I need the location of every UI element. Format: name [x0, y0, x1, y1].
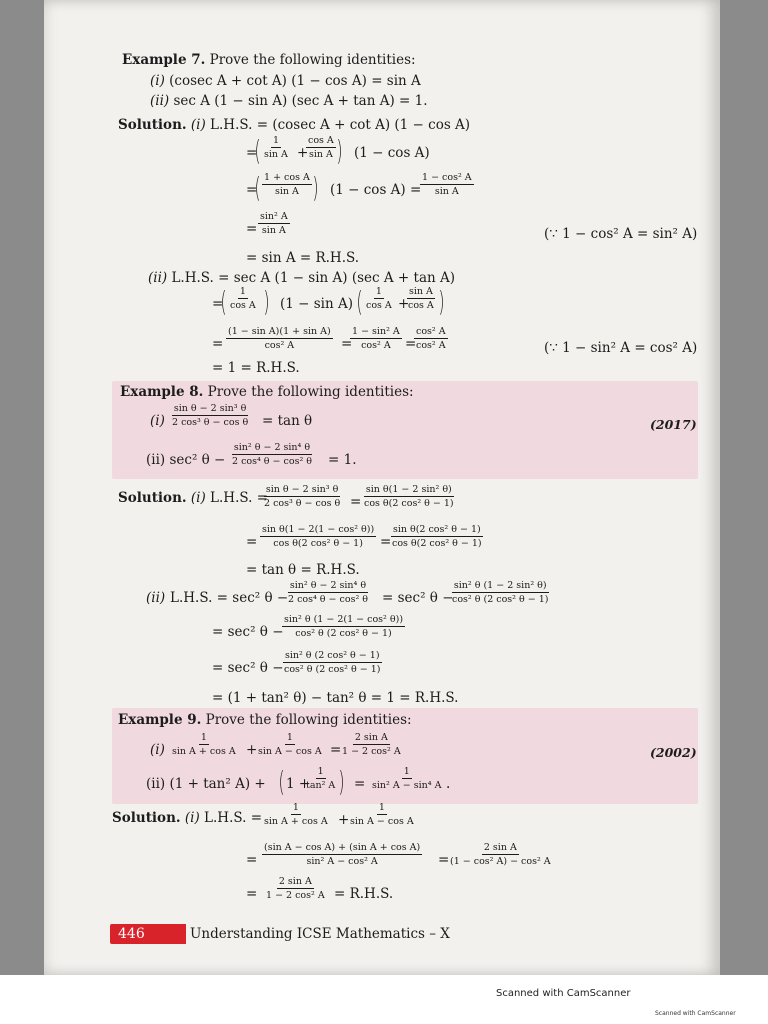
fraction: 1 cos A: [230, 286, 256, 311]
equals-sign: =: [246, 886, 258, 902]
equals-sign: =: [350, 494, 362, 510]
part-label: (i): [150, 413, 165, 429]
solution-8-line-3: = tan θ = R.H.S.: [246, 562, 360, 578]
solution-8-line-7: = (1 + tan² θ) − tan² θ = 1 = R.H.S.: [212, 690, 459, 706]
fraction: (sin A − cos A) + (sin A + cos A) sin² A − cos² A: [264, 842, 421, 867]
scanner-watermark: Scanned with CamScanner: [496, 988, 631, 999]
example-7-heading: Example 7. Prove the following identities:: [122, 52, 416, 68]
fraction: sin θ(1 − 2(1 − cos² θ)) cos θ(2 cos² θ − 1): [262, 524, 375, 549]
result-text: = 1.: [328, 452, 357, 468]
fraction: sin² θ (1 − 2 sin² θ) cos² θ (2 cos² θ − 1): [452, 580, 549, 605]
bracket-text: 1 +: [286, 776, 311, 792]
equals-sign: =: [330, 742, 342, 758]
fraction: sin A cos A: [408, 286, 434, 311]
part-label: (ii) sec² θ −: [146, 452, 226, 468]
equals-sign: =: [246, 852, 258, 868]
part-label: (ii): [146, 590, 166, 606]
equals-sign: =: [246, 534, 258, 550]
factor-text: (1 − sin A): [280, 296, 353, 312]
plus-sign: +: [246, 742, 258, 758]
fraction: 1 sin A − cos A: [258, 732, 322, 757]
exam-year-tag: (2017): [650, 417, 697, 432]
right-paren: ): [438, 285, 445, 318]
fraction: 1 sin² A − sin⁴ A: [372, 766, 442, 791]
mid-text: = sec² θ −: [212, 660, 284, 676]
solution-7-part-ii: (ii) L.H.S. = sec A (1 − sin A) (sec A + tan A): [148, 270, 455, 286]
right-paren: ): [338, 765, 345, 798]
fraction: 2 sin A 1 − 2 cos² A: [266, 876, 325, 901]
example-8-heading: Example 8. Prove the following identities:: [120, 384, 414, 400]
right-paren: ): [312, 171, 319, 204]
right-paren: ): [263, 285, 270, 318]
example-7-part-i: (i) (cosec A + cot A) (1 − cos A) = sin A: [150, 73, 421, 89]
equals-sign: =: [354, 776, 366, 792]
solution-8-line-1: Solution. (i) L.H.S. =: [118, 490, 269, 506]
left-paren: (: [254, 134, 261, 167]
plus-sign: +: [297, 145, 309, 161]
equals-sign: =: [246, 145, 258, 161]
equals-sign: =: [438, 852, 450, 868]
equals-sign: =: [212, 296, 224, 312]
fraction: sin θ(1 − 2 sin² θ) cos θ(2 cos² θ − 1): [364, 484, 454, 509]
lhs-text: L.H.S. = sec² θ −: [170, 590, 289, 606]
fraction: 1 sin A: [264, 135, 288, 160]
fraction: 1 tan² A: [306, 766, 336, 791]
solution-7-line-1: Solution. (i) L.H.S. = (cosec A + cot A) (1 − cos A): [118, 117, 471, 133]
fraction: sin θ − 2 sin³ θ 2 cos³ θ − cos θ: [264, 484, 341, 509]
left-paren: (: [220, 285, 227, 318]
fraction: cos A sin A: [308, 135, 334, 160]
fraction: sin² θ (2 cos² θ − 1) cos² θ (2 cos² θ − 1): [284, 650, 381, 675]
left-paren: (: [278, 765, 285, 798]
fraction: 1 + cos A sin A: [264, 172, 310, 197]
mid-text: = sec² θ −: [212, 624, 284, 640]
example-9-heading: Example 9. Prove the following identities:: [118, 712, 412, 728]
example-7-part-ii: (ii) sec A (1 − sin A) (sec A + tan A) = 1.: [150, 93, 428, 109]
fraction: 1 sin A − cos A: [350, 802, 414, 827]
fraction: sin θ(2 cos² θ − 1) cos θ(2 cos² θ − 1): [392, 524, 482, 549]
right-paren: ): [336, 134, 343, 167]
exam-year-tag: (2002): [650, 745, 697, 760]
scanner-watermark-small: Scanned with CamScanner: [655, 1010, 736, 1017]
fraction: (1 − sin A)(1 + sin A) cos² A: [228, 326, 331, 351]
fraction: sin² θ − 2 sin⁴ θ 2 cos⁴ θ − cos² θ: [232, 442, 312, 467]
fraction: 1 − sin² A cos² A: [352, 326, 400, 351]
factor-text: (1 − cos A): [354, 145, 430, 161]
book-title: Understanding ICSE Mathematics – X: [190, 926, 450, 942]
fraction: sin² θ (1 − 2(1 − cos² θ)) cos² θ (2 cos² θ − 1): [284, 614, 404, 639]
fraction: 1 cos A: [366, 286, 392, 311]
part-label: (ii) (1 + tan² A) +: [146, 776, 266, 792]
equals-sign: =: [405, 336, 417, 352]
fraction: sin θ − 2 sin³ θ 2 cos³ θ − cos θ: [172, 403, 249, 428]
reason-note: (∵ 1 − cos² A = sin² A): [544, 226, 698, 242]
mid-text: = sec² θ −: [382, 590, 454, 606]
plus-sign: +: [338, 812, 350, 828]
solution-9-line-1: Solution. (i) L.H.S. =: [112, 810, 263, 826]
solution-7-line-5: = sin A = R.H.S.: [246, 250, 360, 266]
factor-text: (1 − cos A) =: [330, 182, 422, 198]
left-paren: (: [356, 285, 363, 318]
fraction: 1 − cos² A sin A: [422, 172, 472, 197]
fraction: 2 sin A (1 − cos² A) − cos² A: [450, 842, 551, 867]
plus-sign: +: [398, 296, 410, 312]
page-number: 446: [118, 926, 145, 942]
period: .: [446, 776, 451, 792]
fraction: 2 sin A 1 − 2 cos² A: [342, 732, 401, 757]
equals-sign: =: [380, 534, 392, 550]
fraction: 1 sin A + cos A: [172, 732, 236, 757]
fraction: sin² θ − 2 sin⁴ θ 2 cos⁴ θ − cos² θ: [288, 580, 368, 605]
part-label: (i): [150, 742, 165, 758]
reason-note: (∵ 1 − sin² A = cos² A): [544, 340, 698, 356]
rhs-text: = R.H.S.: [334, 886, 394, 902]
equals-sign: =: [246, 182, 258, 198]
result-text: = tan θ: [262, 413, 313, 429]
equals-sign: =: [212, 336, 224, 352]
equals-sign: =: [341, 336, 353, 352]
solution-7-line-9: = 1 = R.H.S.: [212, 360, 300, 376]
fraction: sin² A sin A: [260, 211, 288, 236]
fraction: cos² A cos² A: [416, 326, 446, 351]
equals-sign: =: [246, 221, 258, 237]
left-paren: (: [254, 171, 261, 204]
scan-margin: [0, 975, 768, 1024]
fraction: 1 sin A + cos A: [264, 802, 328, 827]
